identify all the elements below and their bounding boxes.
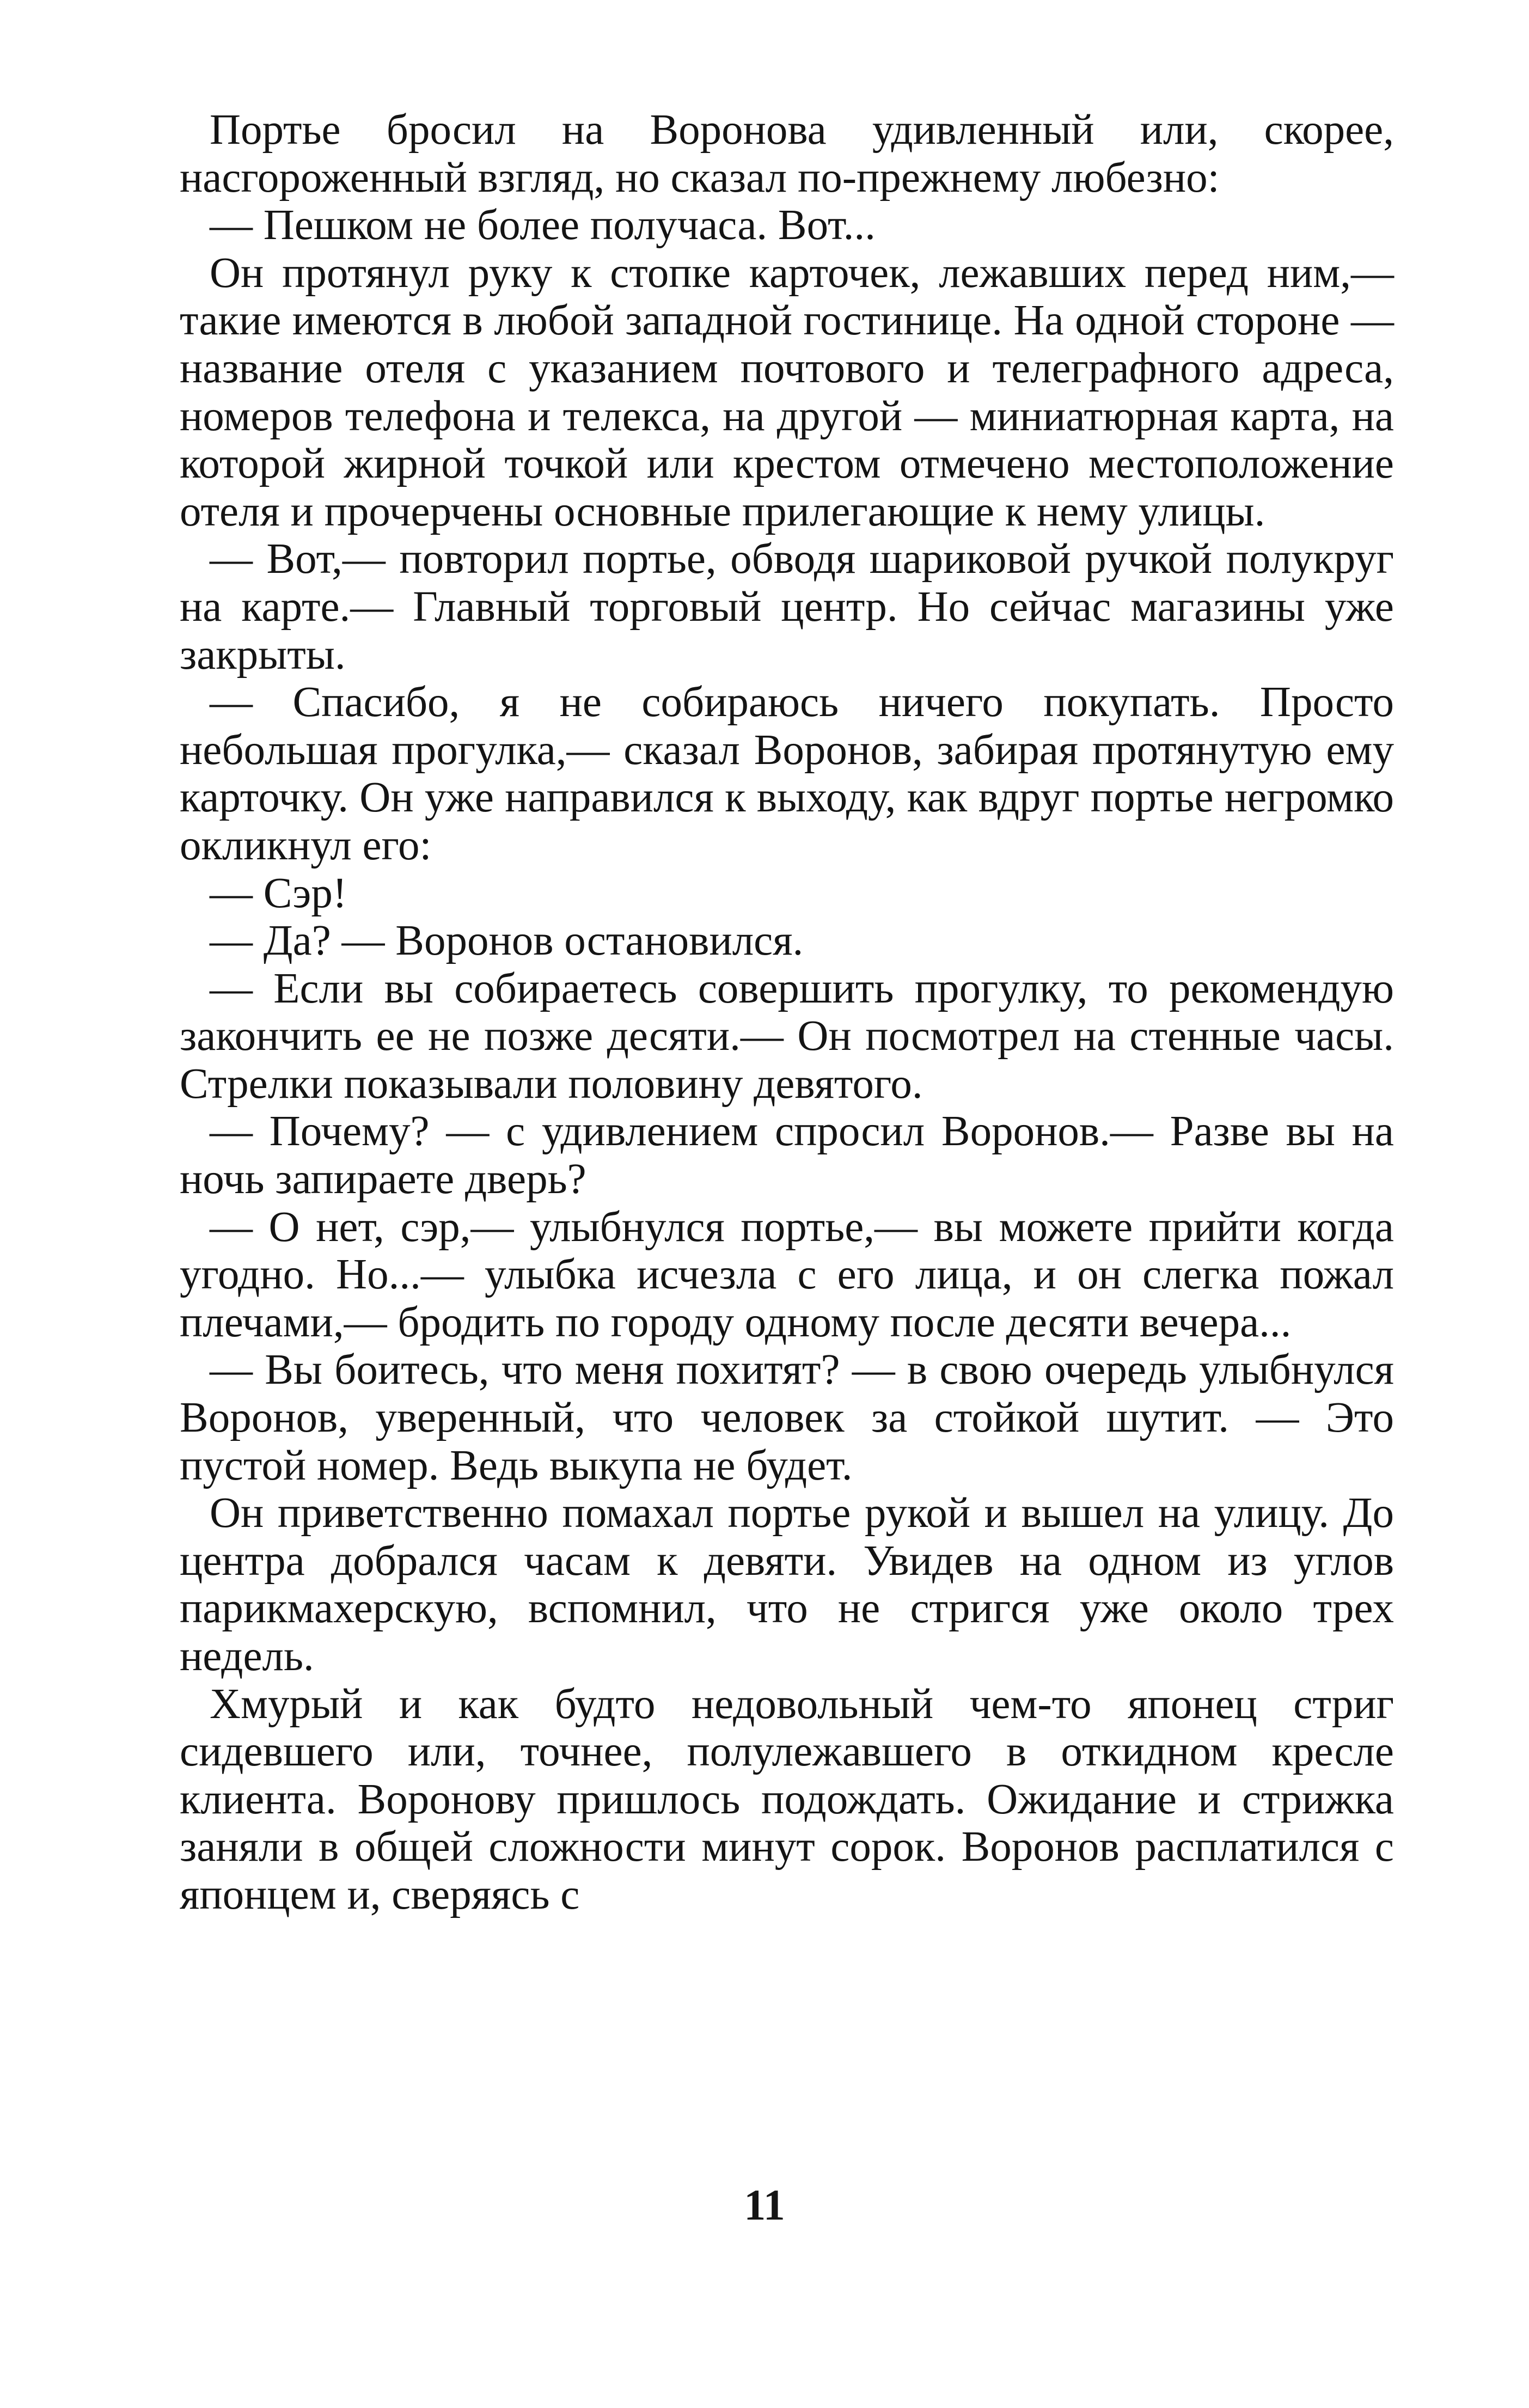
paragraph: — Спасибо, я не собираюсь ничего покупать. Просто небольшая прогулка,— сказал Воронов, забирая протянутую ему карточку. Он уже направился к выходу, как вдруг портье негромко окликнул его:	[180, 679, 1394, 869]
page-number: 11	[744, 2181, 785, 2229]
paragraph: Он протянул руку к стопке карточек, лежавших перед ним,— такие имеются в любой западной гостинице. На одной стороне — название отеля с указанием почтового и телеграфного адреса, номеров телефона и телекса, на другой — миниатюрная карта, на которой жирной точкой или крестом отмечено местоположение отеля и прочерчены основные прилегающие к нему улицы.	[180, 249, 1394, 535]
paragraph: — О нет, сэр,— улыбнулся портье,— вы можете прийти когда угодно. Но...— улыбка исчезла с его лица, и он слегка пожал плечами,— бродить по городу одному после десяти вечера...	[180, 1203, 1394, 1346]
paragraph: — Если вы собираетесь совершить прогулку, то рекомендую закончить ее не позже десяти.— Он посмотрел на стенные часы. Стрелки показывали половину девятого.	[180, 964, 1394, 1108]
paragraph: — Пешком не более получаса. Вот...	[210, 201, 876, 249]
paragraph: — Сэр!	[210, 869, 347, 917]
body-text	[180, 106, 1394, 1919]
paragraph: — Вы боитесь, что меня похитят? — в свою очередь улыбнулся Воронов, уверенный, что человек за стойкой шутит. — Это пустой номер. Ведь выкупа не будет.	[180, 1346, 1394, 1489]
book-page	[180, 106, 1394, 1919]
paragraph: Он приветственно помахал портье рукой и вышел на улицу. До центра добрался часам к девяти. Увидев на одном из углов парикмахерскую, вспомнил, что не стригся уже около трех недель.	[180, 1489, 1394, 1680]
paragraph: — Вот,— повторил портье, обводя шариковой ручкой полукруг на карте.— Главный торговый центр. Но сейчас магазины уже закрыты.	[180, 535, 1394, 679]
paragraph: — Почему? — с удивлением спросил Воронов.— Разве вы на ночь запираете дверь?	[180, 1108, 1394, 1203]
paragraph: — Да? — Воронов остановился.	[210, 917, 804, 965]
paragraph: Хмурый и как будто недовольный чем-то японец стриг сидевшего или, точнее, полулежавшего в откидном кресле клиента. Воронову пришлось подождать. Ожидание и стрижка заняли в общей сложности минут сорок. Воронов расплатился с японцем и, сверяясь с	[180, 1680, 1394, 1918]
paragraph: Портье бросил на Воронова удивленный или, скорее, насгороженный взгляд, но сказал по-прежнему любезно:	[180, 106, 1394, 201]
